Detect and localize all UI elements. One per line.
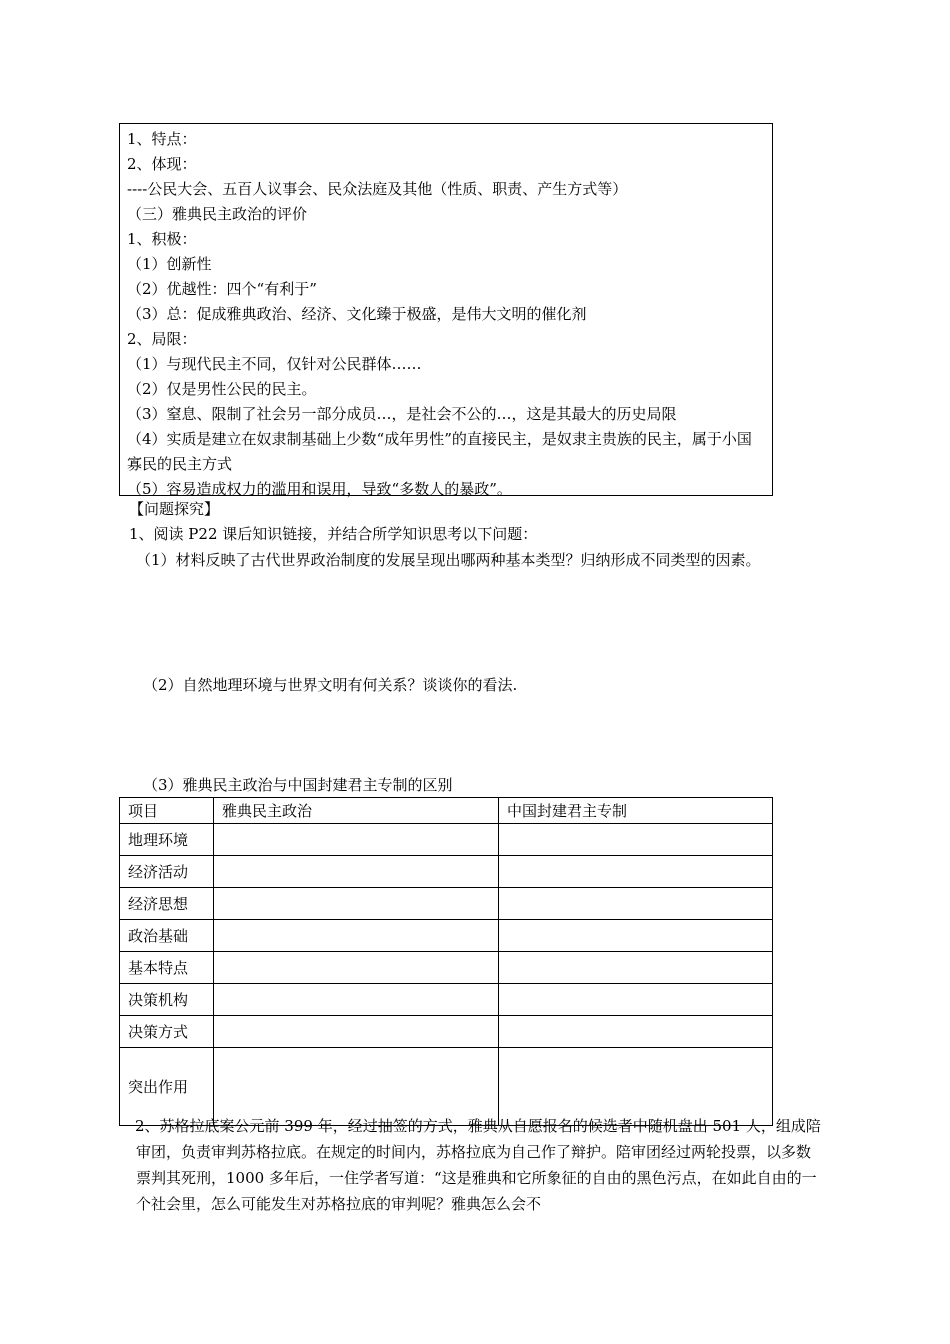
box-line: （5）容易造成权力的滥用和误用，导致“多数人的暴政”。 (127, 480, 512, 498)
table-row (120, 888, 773, 920)
table-row (120, 1016, 773, 1048)
summary-box (119, 123, 773, 496)
table-header-cell: 项目 (120, 798, 214, 824)
question-2-text: 2、苏格拉底案公元前 399 年，经过抽签的方式，雅典从自愿报名的候选者中随机盘出 501 人，组成陪审团，负责审判苏格拉底。在规定的时间内，苏格拉底为自己作了辩护。陪审团经过两轮投票，以多数票判其死刑，1000 多年后，一住学者写道：“这是雅典和它所象征的自由的黑色污点，在如此自由的一个社会里，怎么可能发生对苏格拉底的审判呢？雅典怎么会不 (135, 1117, 821, 1213)
table-header-cell: 中国封建君主专制 (499, 798, 773, 824)
answer-cell[interactable] (499, 888, 773, 920)
box-line: （1）与现代民主不同，仅针对公民群体…… (127, 355, 422, 373)
table-row (120, 952, 773, 984)
box-line: ----公民大会、五百人议事会、民众法庭及其他（性质、职责、产生方式等） (127, 180, 628, 198)
question-1-part-3: （3）雅典民主政治与中国封建君主专制的区别 (143, 776, 453, 794)
row-label: 经济活动 (120, 856, 214, 888)
row-label: 突出作用 (120, 1048, 214, 1126)
comparison-table (119, 797, 773, 1126)
box-line: （3）窒息、限制了社会另一部分成员…，是社会不公的…，这是其最大的历史局限 (127, 405, 677, 423)
box-line: （三）雅典民主政治的评价 (127, 205, 308, 223)
section-heading: 【问题探究】 (129, 500, 220, 518)
answer-cell[interactable] (214, 1016, 499, 1048)
table-row (120, 920, 773, 952)
answer-cell[interactable] (499, 920, 773, 952)
row-label: 基本特点 (120, 952, 214, 984)
answer-cell[interactable] (214, 984, 499, 1016)
row-label: 地理环境 (120, 824, 214, 856)
row-label: 决策机构 (120, 984, 214, 1016)
box-line: （3）总：促成雅典政治、经济、文化臻于极盛，是伟大文明的催化剂 (127, 305, 587, 323)
answer-cell[interactable] (499, 856, 773, 888)
box-line: 1、特点： (127, 130, 197, 148)
box-line: （4）实质是建立在奴隶制基础上少数“成年男性”的直接民主，是奴隶主贵族的民主，属于小国寡民的民主方式 (127, 430, 752, 473)
box-line: 1、积极： (127, 230, 197, 248)
answer-cell[interactable] (214, 856, 499, 888)
box-line: （2）优越性：四个“有利于” (127, 280, 317, 298)
table-row (120, 856, 773, 888)
question-1-part-2: （2）自然地理环境与世界文明有何关系？谈谈你的看法. (143, 676, 518, 694)
row-label: 政治基础 (120, 920, 214, 952)
question-1-part-1: （1）材料反映了古代世界政治制度的发展呈现出哪两种基本类型？归纳形成不同类型的因素。 (136, 551, 761, 569)
table-row (120, 984, 773, 1016)
row-label: 经济思想 (120, 888, 214, 920)
table-header-row (120, 798, 773, 824)
answer-cell[interactable] (499, 984, 773, 1016)
answer-cell[interactable] (499, 1016, 773, 1048)
answer-cell[interactable] (499, 824, 773, 856)
box-line: （2）仅是男性公民的民主。 (127, 380, 317, 398)
answer-cell[interactable] (214, 888, 499, 920)
box-line: 2、局限： (127, 330, 197, 348)
question-1-intro: 1、阅读 P22 课后知识链接，并结合所学知识思考以下问题： (129, 525, 538, 543)
row-label: 决策方式 (120, 1016, 214, 1048)
table-header-cell: 雅典民主政治 (214, 798, 499, 824)
table-row (120, 824, 773, 856)
box-line: （1）创新性 (127, 255, 212, 273)
answer-cell[interactable] (214, 920, 499, 952)
answer-cell[interactable] (499, 952, 773, 984)
answer-cell[interactable] (214, 824, 499, 856)
box-line: 2、体现： (127, 155, 197, 173)
answer-cell[interactable] (214, 952, 499, 984)
